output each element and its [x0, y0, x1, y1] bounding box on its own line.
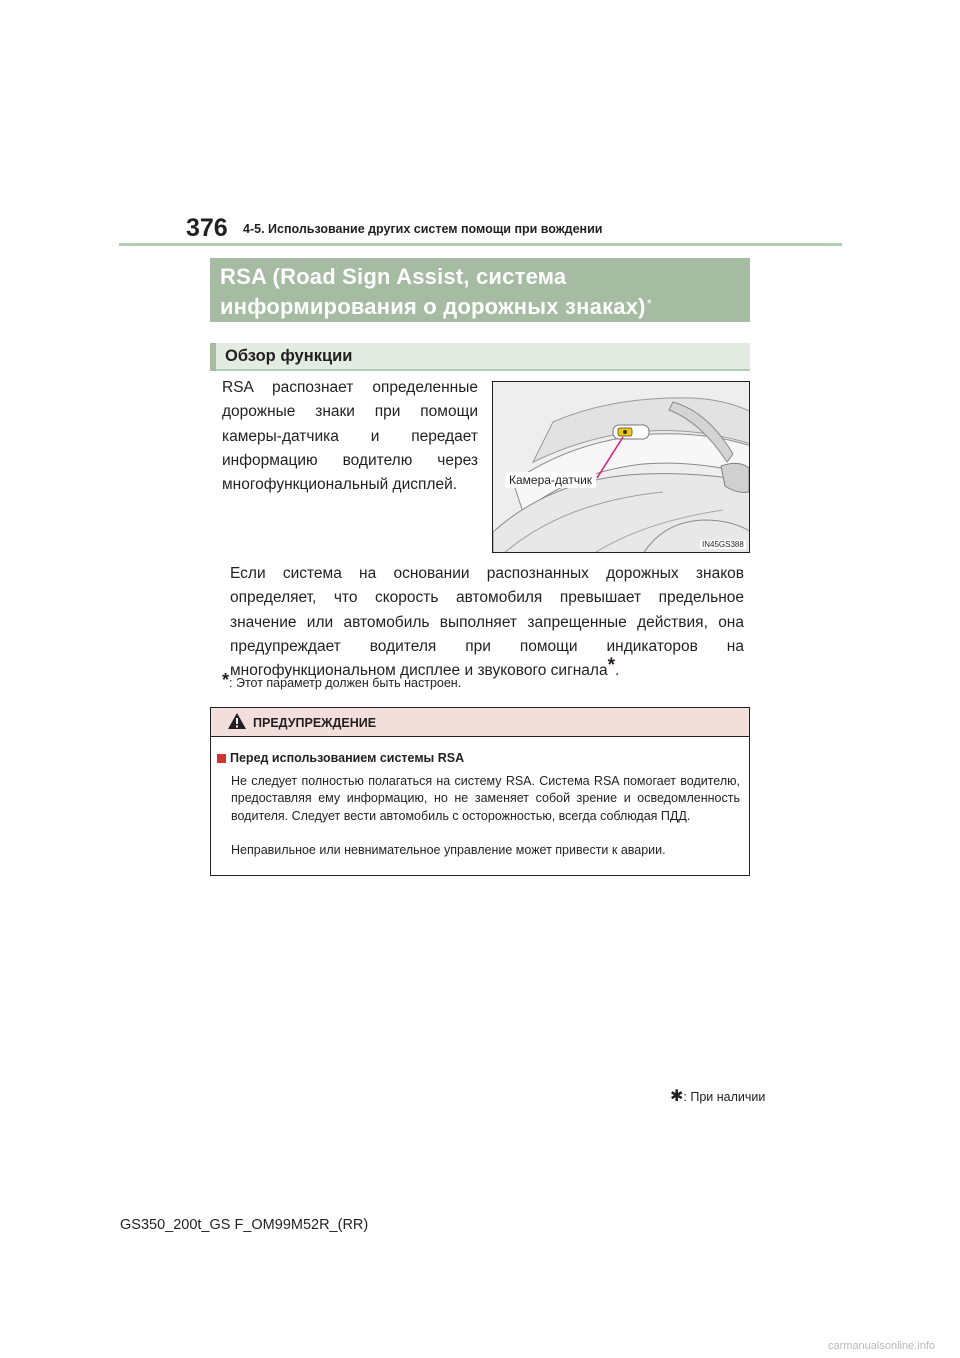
warning-paragraph-1: Не следует полностью полагаться на систему RSA. Система RSA помогает водителю, предоставляя ему информацию, но не заменяет собой зрение и осведомленность водителя. Следует вести автомобиль с осторожностью, всегда соблюдая ПДД.: [231, 774, 740, 823]
warning-triangle-icon: [227, 712, 247, 735]
running-head: 4-5. Использование других систем помощи при вождении: [243, 222, 603, 236]
camera-sensor-illustration: [492, 381, 750, 553]
watermark[interactable]: carmanualsonline.info: [828, 1340, 936, 1352]
warning-title: ПРЕДУПРЕЖДЕНИЕ: [253, 716, 377, 730]
warning-paragraph-2: Неправильное или невнимательное управление может привести к аварии.: [231, 843, 666, 857]
warning-subheading: Перед использованием системы RSA: [230, 751, 465, 765]
footnote-text: : Этот параметр должен быть настроен.: [229, 676, 462, 690]
body-asterisk: *: [607, 655, 615, 677]
footnote: [222, 670, 462, 697]
title-asterisk: *: [646, 296, 652, 311]
page-number: 376: [186, 214, 228, 242]
header-rule: [119, 243, 842, 246]
figure-code: IN45GS388: [702, 540, 744, 549]
intro-paragraph: RSA распознает определенные дорожные знаки при помощи камеры-датчика и передает информацию водителю через многофункциональный дисплей.: [222, 379, 478, 494]
availability-note: [670, 1086, 765, 1106]
page-title-line1: RSA (Road Sign Assist, система: [220, 264, 567, 289]
camera-sensor-callout-label: Камера-датчик: [505, 472, 596, 488]
document-code: GS350_200t_GS F_OM99M52R_(RR): [120, 1217, 369, 1233]
section-heading-accent: [210, 343, 216, 371]
section-heading: Обзор функции: [225, 347, 353, 365]
availability-text: : При наличии: [683, 1090, 766, 1104]
warning-square-bullet-icon: [217, 754, 226, 763]
body-paragraph-text: Если система на основании распознанных дорожных знаков определяет, что скорость автомобиля превышает предельное значение или автомобиль выполняет запрещенные действия, она предупреждает водителя при помощи индикаторов на многофункциональном дисплее и звукового сигнала: [230, 565, 744, 680]
page-title-line2: [220, 292, 750, 322]
body-paragraph: [230, 562, 744, 683]
body-paragraph-end: .: [615, 662, 620, 680]
footnote-asterisk: *: [222, 670, 230, 690]
car-windshield-drawing: [493, 382, 750, 553]
page-title: [210, 258, 750, 322]
page-title-line2-text: информирования о дорожных знаках): [220, 294, 646, 319]
availability-asterisk: ✱: [670, 1088, 684, 1105]
